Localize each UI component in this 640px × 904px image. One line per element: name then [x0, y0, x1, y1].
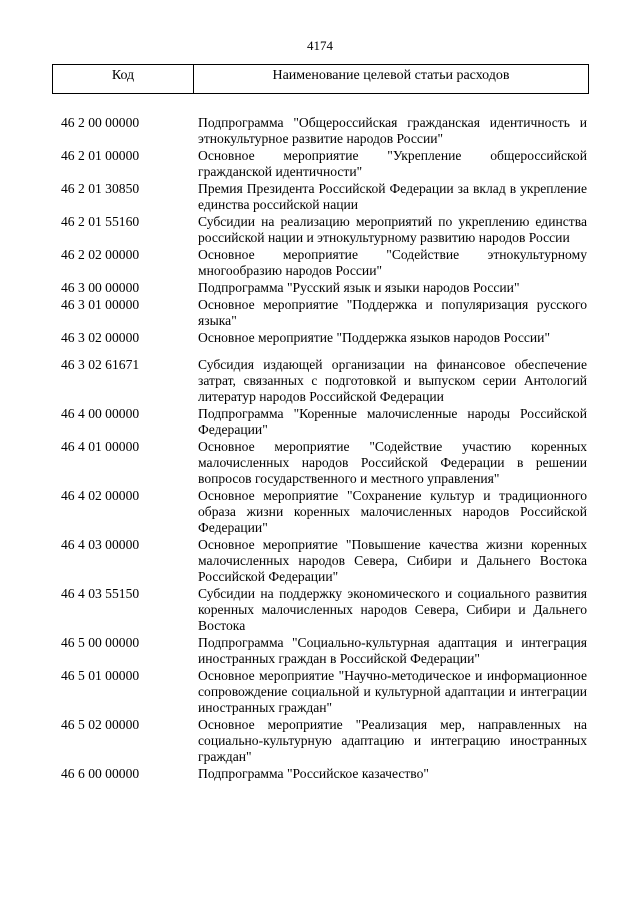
row-code: 46 3 01 00000: [61, 297, 140, 312]
table-row: [0, 214, 640, 246]
row-code: 46 5 01 00000: [61, 668, 140, 683]
row-code: 46 5 00 00000: [61, 635, 140, 650]
row-code: 46 6 00 00000: [61, 766, 140, 781]
row-name: Основное мероприятие "Повышение качества жизни коренных малочисленных народов Севера, Сибири и Дальнего Востока Российской Федерации": [198, 537, 587, 584]
table-row: [0, 488, 640, 536]
row-code: 46 4 00 00000: [61, 406, 140, 421]
row-name: Подпрограмма "Коренные малочисленные народы Российской Федерации": [198, 406, 587, 437]
row-code: 46 2 01 55160: [61, 214, 140, 229]
table-row: [0, 181, 640, 213]
row-name: Основное мероприятие "Поддержка языков народов России": [198, 330, 550, 345]
row-name: Подпрограмма "Социально-культурная адаптация и интеграция иностранных граждан в Российской Федерации": [198, 635, 587, 666]
table-row: [0, 668, 640, 716]
row-code: 46 3 02 61671: [61, 357, 140, 372]
row-name: Подпрограмма "Русский язык и языки народов России": [198, 280, 520, 295]
row-code: 46 2 01 00000: [61, 148, 140, 163]
table-row: [0, 330, 640, 346]
table-row: [0, 635, 640, 667]
column-header-name: Наименование целевой статьи расходов: [272, 68, 510, 83]
column-header-code: Код: [53, 65, 194, 93]
table-row: [0, 280, 640, 296]
row-code: 46 2 02 00000: [61, 247, 140, 262]
row-name: Основное мероприятие "Сохранение культур и традиционного образа жизни коренных малочисленных народов Российской Федерации": [198, 488, 587, 535]
row-name: Основное мероприятие "Поддержка и популяризация русского языка": [198, 297, 587, 328]
row-code: 46 2 01 30850: [61, 181, 140, 196]
row-name: Субсидии на реализацию мероприятий по укреплению единства российской нации и этнокультурному развитию народов России: [198, 214, 587, 245]
table-row: [0, 148, 640, 180]
row-name: Подпрограмма "Российское казачество": [198, 766, 429, 781]
row-code: 46 3 02 00000: [61, 330, 140, 345]
row-name: Основное мероприятие "Содействие этнокультурному многообразию народов России": [198, 247, 587, 278]
row-code: 46 4 02 00000: [61, 488, 140, 503]
row-code: 46 5 02 00000: [61, 717, 140, 732]
table-row: [0, 406, 640, 438]
page-number: 4174: [307, 38, 333, 53]
row-name: Субсидия издающей организации на финансовое обеспечение затрат, связанных с подготовкой и выпуском серии Антологий литератур народов Российской Федерации: [198, 357, 587, 404]
table-row: [0, 766, 640, 782]
row-code: 46 4 01 00000: [61, 439, 140, 454]
row-name: Основное мероприятие "Содействие участию коренных малочисленных народов Российской Федерации в решении вопросов государственного и местного управления": [198, 439, 587, 486]
expense-items-list: [0, 115, 640, 783]
row-name: Основное мероприятие "Реализация мер, направленных на социально-культурную адаптацию и интеграцию иностранных граждан": [198, 717, 587, 764]
row-name: Премия Президента Российской Федерации за вклад в укрепление единства российской нации: [198, 181, 587, 212]
row-code: 46 4 03 55150: [61, 586, 140, 601]
row-name: Основное мероприятие "Укрепление общероссийской гражданской идентичности": [198, 148, 587, 179]
table-row: [0, 439, 640, 487]
table-row: [0, 717, 640, 765]
row-code: 46 2 00 00000: [61, 115, 140, 130]
table-row: [0, 357, 640, 405]
table-header: [52, 64, 589, 94]
row-name: Подпрограмма "Общероссийская гражданская идентичность и этнокультурное развитие народов России": [198, 115, 587, 146]
row-code: 46 3 00 00000: [61, 280, 140, 295]
table-row: [0, 247, 640, 279]
table-row: [0, 115, 640, 147]
table-row: [0, 537, 640, 585]
row-code: 46 4 03 00000: [61, 537, 140, 552]
row-name: Основное мероприятие "Научно-методическое и информационное сопровождение социальной и культурной адаптации и интеграции иностранных граждан": [198, 668, 587, 715]
row-name: Субсидии на поддержку экономического и социального развития коренных малочисленных народов Севера, Сибири и Дальнего Востока: [198, 586, 587, 633]
table-row: [0, 297, 640, 329]
table-row: [0, 586, 640, 634]
